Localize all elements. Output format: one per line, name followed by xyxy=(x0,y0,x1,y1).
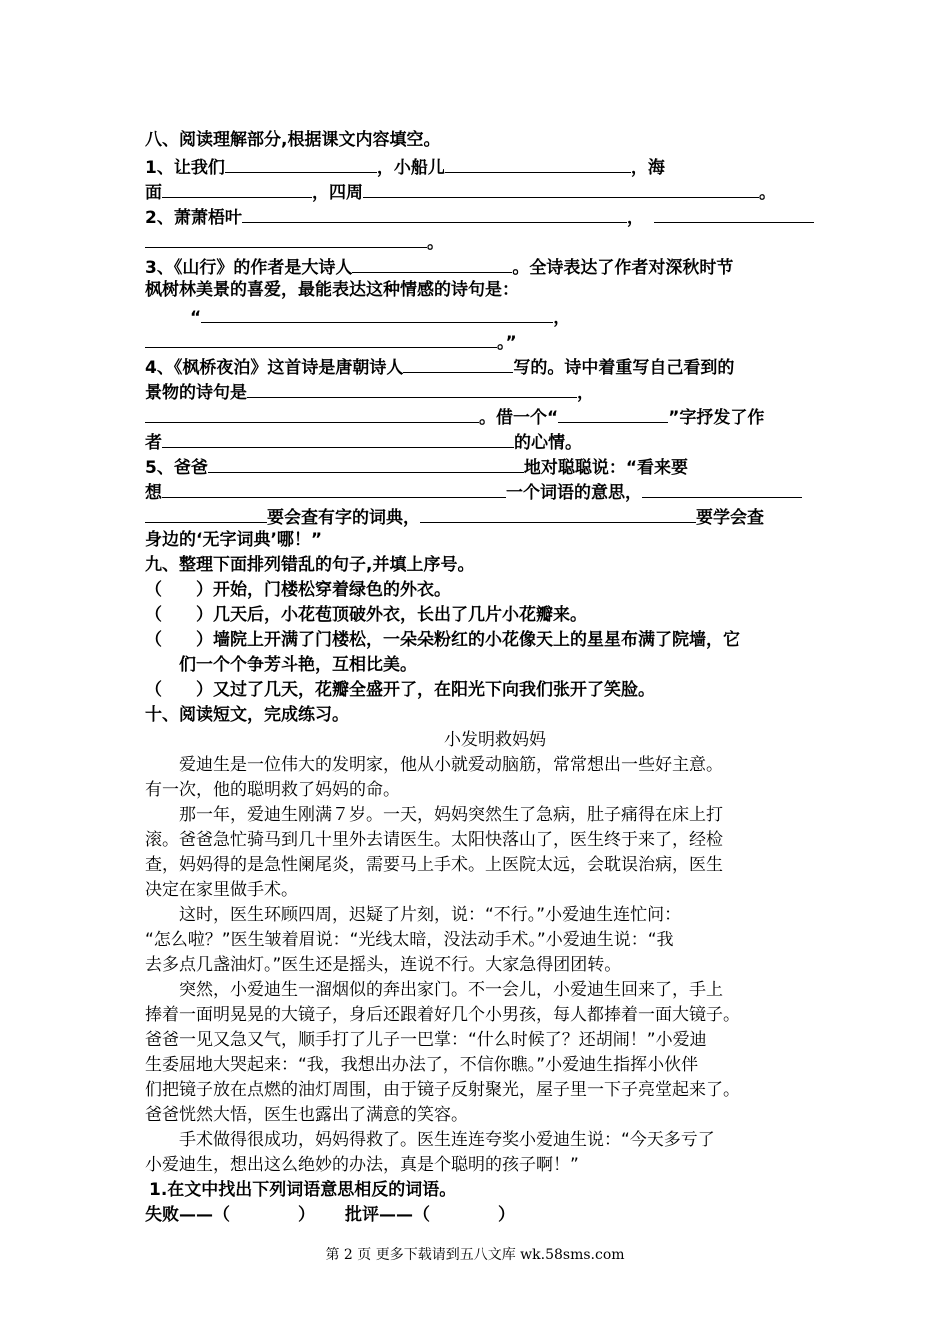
blank[interactable] xyxy=(201,303,553,323)
q5-text-a: 5、爸爸 xyxy=(145,458,208,478)
question-3-line-2: 枫树林美景的喜爱，最能表达这种情感的诗句是： xyxy=(145,280,519,300)
q5-text-e: 要会查有字的词典， xyxy=(267,508,420,528)
q1-text-b: ，小船儿 xyxy=(376,158,445,178)
q1-text-e: ，四周 xyxy=(312,183,363,203)
question-4-line-2 xyxy=(145,378,845,403)
question-5-line-1 xyxy=(145,453,845,478)
blank[interactable] xyxy=(420,503,696,523)
story-line: 查，妈妈得的是急性阑尾炎，需要马上手术。上医院太远，会耽误治病，医生 xyxy=(145,855,723,875)
blank[interactable] xyxy=(558,403,668,423)
story-line: 捧着一面明晃晃的大镜子，身后还跟着好几个小男孩，每人都捧着一面大镜子。 xyxy=(145,1005,740,1025)
q3-text-a: 3、《山行》的作者是大诗人 xyxy=(145,258,353,278)
q4-text-c: 景物的诗句是 xyxy=(145,383,247,403)
q1-text-a: 1、让我们 xyxy=(145,158,225,178)
blank[interactable] xyxy=(403,353,513,373)
ordering-item-4: （ ）又过了几天，花瓣全盛开了，在阳光下向我们张开了笑脸。 xyxy=(145,680,655,700)
q3-text-e: ， xyxy=(553,308,571,328)
q3-text-d: “ xyxy=(190,308,202,328)
ordering-item-2: （ ）几天后，小花苞顶破外衣，长出了几片小花瓣来。 xyxy=(145,605,587,625)
q4-text-h: 的心情。 xyxy=(514,433,582,453)
q3-text-f: 。” xyxy=(497,333,517,353)
story-line: 手术做得很成功，妈妈得救了。医生连连夸奖小爱迪生说：“今天多亏了 xyxy=(179,1130,715,1150)
q1-text-c: ，海 xyxy=(630,158,665,178)
section-9-title: 九、整理下面排列错乱的句子,并填上序号。 xyxy=(145,555,475,575)
q4-text-f: ”字抒发了作 xyxy=(668,408,765,428)
antonym-item-failure: 失败——（ ） xyxy=(145,1205,315,1225)
q4-text-e: 。借一个“ xyxy=(479,408,559,428)
blank[interactable] xyxy=(208,453,524,473)
blank[interactable] xyxy=(162,428,514,448)
question-4-line-4 xyxy=(145,428,845,453)
question-4-line-3 xyxy=(145,403,845,428)
blank[interactable] xyxy=(363,178,759,198)
story-line: 爸爸恍然大悟，医生也露出了满意的笑容。 xyxy=(145,1105,468,1125)
question-3-line-3 xyxy=(145,303,845,328)
exercise-1-prompt: 1.在文中找出下列词语意思相反的词语。 xyxy=(149,1180,457,1200)
q5-text-b: 地对聪聪说：“看来要 xyxy=(523,458,689,478)
blank[interactable] xyxy=(162,478,506,498)
section-8-title: 八、阅读理解部分,根据课文内容填空。 xyxy=(145,130,441,150)
q4-text-b: 写的。诗中着重写自己看到的 xyxy=(513,358,735,378)
exercise-1-answers xyxy=(145,1203,845,1228)
story-line: 爸爸一见又急又气，顺手打了儿子一巴掌：“什么时候了？还胡闹！”小爱迪 xyxy=(145,1030,707,1050)
story-line: 决定在家里做手术。 xyxy=(145,880,298,900)
q4-text-a: 4、《枫桥夜泊》这首诗是唐朝诗人 xyxy=(145,358,404,378)
blank[interactable] xyxy=(642,478,802,498)
story-line: 滚。爸爸急忙骑马到几十里外去请医生。太阳快落山了，医生终于来了，经检 xyxy=(145,830,723,850)
q2-text-a: 2、萧萧梧叶 xyxy=(145,208,242,228)
blank[interactable] xyxy=(225,153,377,173)
blank[interactable] xyxy=(162,178,312,198)
question-5-line-4: 身边的‘无字词典’哪！” xyxy=(145,530,323,550)
ordering-item-3-continued: 们一个个争芳斗艳，互相比美。 xyxy=(179,655,417,675)
blank[interactable] xyxy=(352,253,512,273)
story-line: 这时，医生环顾四周，迟疑了片刻，说：“不行。”小爱迪生连忙问： xyxy=(179,905,682,925)
ordering-item-3: （ ）墙院上开满了门楼松，一朵朵粉红的小花像天上的星星布满了院墙，它 xyxy=(145,630,740,650)
q1-text-f: 。 xyxy=(759,183,776,203)
question-3-line-4 xyxy=(145,328,845,353)
story-line: 生委屈地大哭起来：“我，我想出办法了，不信你瞧。”小爱迪生指挥小伙伴 xyxy=(145,1055,699,1075)
q5-text-f: 要学会查 xyxy=(696,508,764,528)
blank[interactable] xyxy=(242,203,627,223)
story-line: 们把镜子放在点燃的油灯周围，由于镜子反射聚光，屋子里一下子亮堂起来了。 xyxy=(145,1080,740,1100)
blank[interactable] xyxy=(654,203,814,223)
question-2-line-1 xyxy=(145,203,845,228)
question-5-line-2 xyxy=(145,478,845,503)
q5-text-c: 想 xyxy=(145,483,162,503)
story-line: 去多点几盏油灯。”医生还是摇头，连说不行。大家急得团团转。 xyxy=(145,955,622,975)
story-text xyxy=(145,753,845,1178)
q3-text-b: 。全诗表达了作者对深秋时节 xyxy=(512,258,734,278)
story-line: 突然，小爱迪生一溜烟似的奔出家门。不一会儿，小爱迪生回来了，手上 xyxy=(179,980,723,1000)
story-line: 爱迪生是一位伟大的发明家，他从小就爱动脑筋，常常想出一些好主意。 xyxy=(179,755,723,775)
page-footer: 第 2 页 更多下载请到五八文库 wk.58sms.com xyxy=(325,1247,625,1263)
question-1-line-2 xyxy=(145,178,845,203)
q2-text-b: ， xyxy=(626,208,644,228)
ordering-item-1: （ ）开始，门楼松穿着绿色的外衣。 xyxy=(145,580,451,600)
story-line: 有一次，他的聪明救了妈妈的命。 xyxy=(145,780,400,800)
question-1-line-1 xyxy=(145,153,845,178)
blank[interactable] xyxy=(145,403,479,423)
q1-text-d: 面 xyxy=(145,183,162,203)
q4-text-g: 者 xyxy=(145,433,162,453)
story-line: 那一年，爱迪生刚满７岁。一天，妈妈突然生了急病，肚子痛得在床上打 xyxy=(179,805,723,825)
question-3-line-1 xyxy=(145,253,845,278)
question-4-line-1 xyxy=(145,353,845,378)
question-5-line-3 xyxy=(145,503,845,528)
q2-text-c: 。 xyxy=(427,233,444,253)
blank[interactable] xyxy=(145,228,427,248)
section-10-title: 十、阅读短文，完成练习。 xyxy=(145,705,349,725)
question-2-line-2 xyxy=(145,228,845,253)
document-body xyxy=(145,128,845,1228)
blank[interactable] xyxy=(445,153,631,173)
blank[interactable] xyxy=(145,503,267,523)
q4-text-d: ， xyxy=(577,383,594,403)
story-line: 小爱迪生，想出这么绝妙的办法，真是个聪明的孩子啊！” xyxy=(145,1155,579,1175)
story-line: “怎么啦？”医生皱着眉说：“光线太暗，没法动手术。”小爱迪生说：“我 xyxy=(145,930,674,950)
q5-text-d: 一个词语的意思， xyxy=(506,483,642,503)
blank[interactable] xyxy=(145,328,497,348)
blank[interactable] xyxy=(247,378,577,398)
antonym-item-criticism: 批评——（ ） xyxy=(345,1205,515,1225)
story-title: 小发明救妈妈 xyxy=(444,730,546,750)
